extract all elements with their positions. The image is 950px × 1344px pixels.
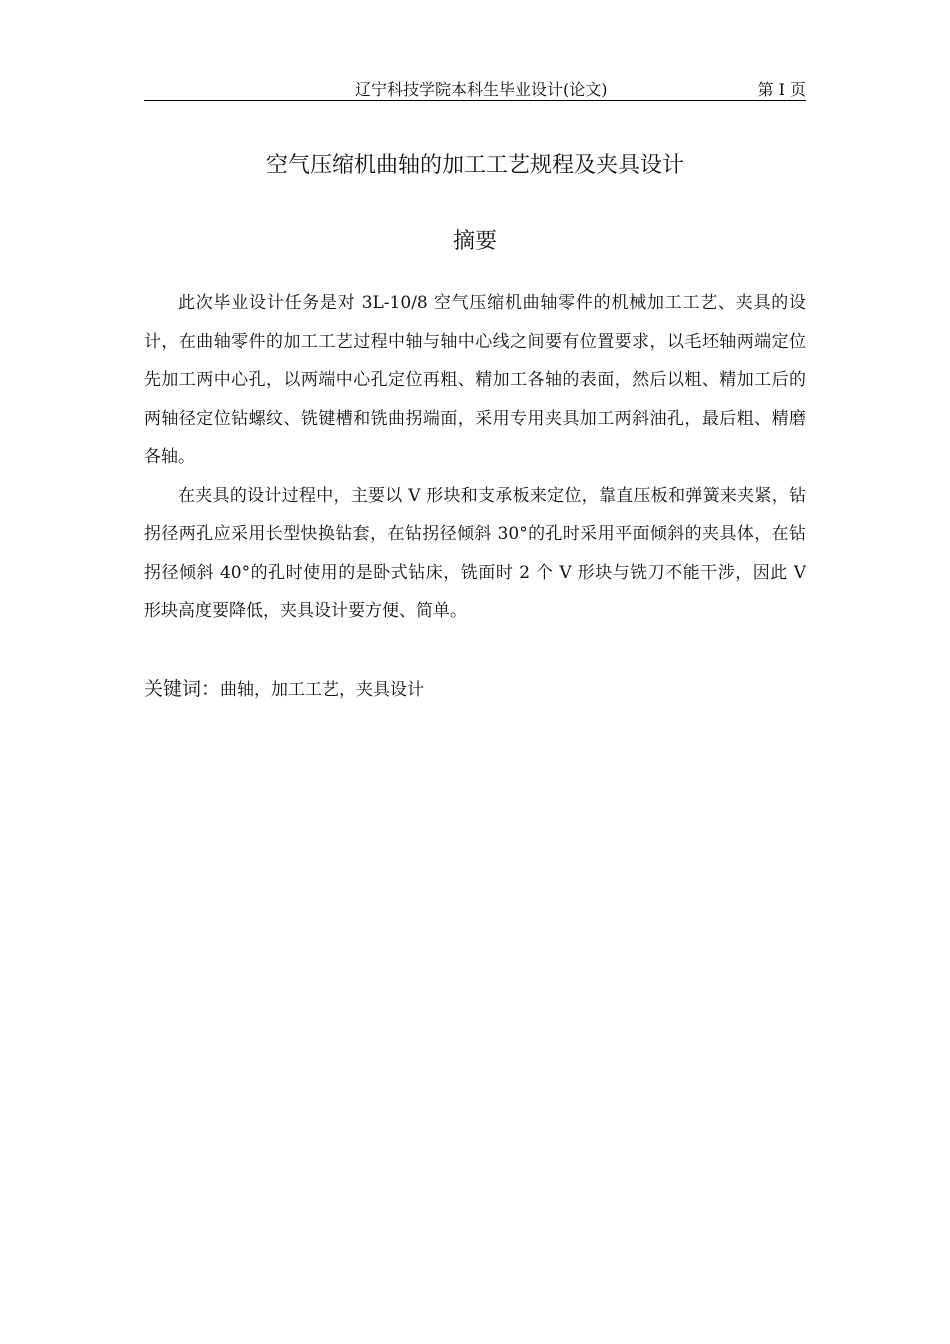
page-header <box>144 74 806 101</box>
abstract-body <box>144 284 806 631</box>
keywords-line <box>144 674 806 701</box>
keywords-label: 关键词： <box>144 678 221 700</box>
abstract-heading: 摘要 <box>452 229 497 254</box>
header-school-name: 辽宁科技学院本科生毕业设计(论文) <box>355 80 608 99</box>
document-title: 空气压缩机曲轴的加工工艺规程及夹具设计 <box>265 153 684 178</box>
keywords-value: 曲轴，加工工艺，夹具设计 <box>220 680 425 700</box>
abstract-paragraph: 在夹具的设计过程中，主要以 V 形块和支承板来定位，靠直压板和弹簧来夹紧，钻拐径两孔应采用长型快换钻套，在钻拐径倾斜 30°的孔时采用平面倾斜的夹具体，在钻拐径倾斜 40°的孔时使用的是卧式钻床，铣面时 2 个 V 形块与铣刀不能干涉，因此 V 形块高度要降低，夹具设计要方便、简单。 <box>144 485 806 621</box>
header-page-number: 第 I 页 <box>757 80 806 99</box>
abstract-paragraph: 此次毕业设计任务是对 3L-10/8 空气压缩机曲轴零件的机械加工工艺、夹具的设计，在曲轴零件的加工工艺过程中轴与轴中心线之间要有位置要求，以毛坯轴两端定位先加工两中心孔，以两端中心孔定位再粗、精加工各轴的表面，然后以粗、精加工后的两轴径定位钻螺纹、铣键槽和铣曲拐端面，采用专用夹具加工两斜油孔，最后粗、精磨各轴。 <box>144 293 806 467</box>
